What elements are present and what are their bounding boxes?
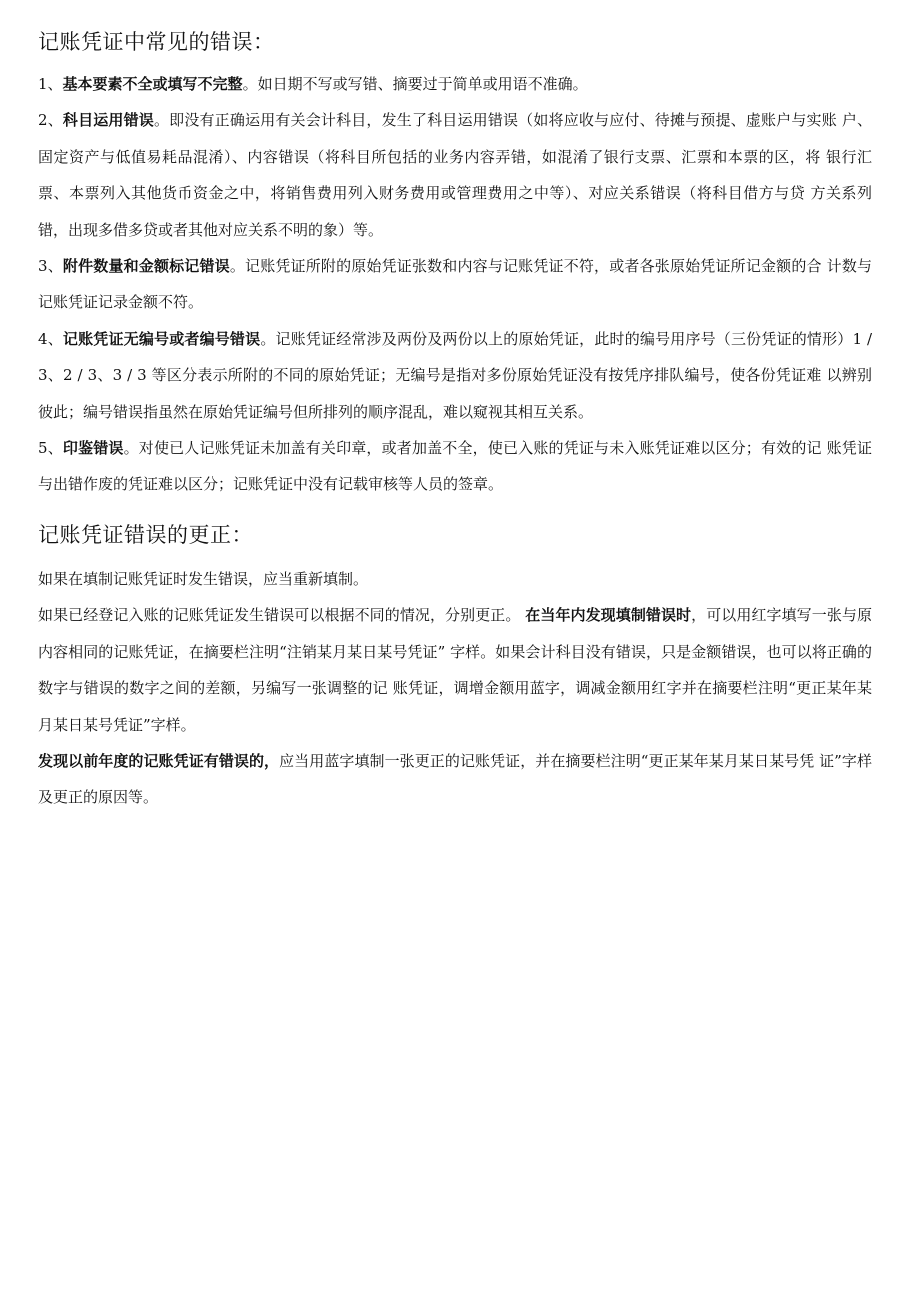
section-heading-correction: 记账凭证错误的更正：	[38, 522, 253, 547]
item-keyword: 印鉴错误	[62, 439, 124, 458]
error-item-3	[38, 248, 872, 321]
error-item-4	[38, 321, 872, 430]
item-keyword: 附件数量和金额标记错误	[62, 257, 230, 276]
item-text: 。对使已人记账凭证未加盖有关印章，或者加盖不全，使已入账的凭证与未入账凭证难以区分；有效的记 账凭证与出错作废的凭证难以区分；记账凭证中没有记载审核等人员的签章。	[38, 439, 872, 494]
correction-paragraph-1: 如果在填制记账凭证时发生错误，应当重新填制。	[38, 569, 369, 588]
item-keyword: 科目运用错误	[62, 111, 154, 130]
item-number: 5、	[38, 439, 63, 458]
item-number: 2、	[38, 111, 63, 130]
paragraph-keyword: 在当年内发现填制错误时	[525, 606, 692, 625]
correction-paragraph-3	[38, 743, 872, 816]
item-text: 。即没有正确运用有关会计科目，发生了科目运用错误（如将应收与应付、待摊与预提、虚账户与实账 户、固定资产与低值易耗品混淆）、内容错误（将科目所包括的业务内容弄错，如混淆了银行支票、汇票和本票的区，将 银行汇票、本票列入其他货币资金之中，将销售费用列入财务费用或管理费用之中等）、对应关系错误（将科目借方与贷 方关系列错，出现多借多贷或者其他对应关系不明的象）等。	[38, 111, 872, 239]
item-number: 1、	[38, 75, 63, 93]
item-number: 3、	[38, 257, 63, 276]
item-keyword: 记账凭证无编号或者编号错误	[62, 329, 261, 348]
item-number: 4、	[38, 329, 63, 348]
item-text: 。记账凭证所附的原始凭证张数和内容与记账凭证不符，或者各张原始凭证所记金额的合 计数与记账凭证记录金额不符。	[38, 257, 872, 312]
document-page	[38, 26, 872, 816]
paragraph-text: 应当用蓝字填制一张更正的记账凭证，并在摘要栏注明“更正某年某月某日某号凭 证”字样及更正的原因等。	[38, 751, 872, 807]
error-item-5	[38, 430, 872, 503]
error-item-2	[38, 102, 872, 248]
error-item-1	[38, 66, 872, 102]
paragraph-keyword: 发现以前年度的记账凭证有错误的，	[38, 751, 280, 770]
item-keyword: 基本要素不全或填写不完整	[62, 75, 243, 93]
paragraph-text: 如果已经登记入账的记账凭证发生错误可以根据不同的情况，分别更正。	[38, 606, 526, 625]
error-list	[38, 66, 872, 503]
correction-paragraph-2	[38, 597, 872, 743]
item-text: 。记账凭证经常涉及两份及两份以上的原始凭证，此时的编号用序号（三份凭证的情形）1 / 3、2 / 3、3 / 3 等区分表示所附的不同的原始凭证；无编号是指对多份原始凭证没有按凭序排队编号，使各份凭证难 以辨别彼此；编号错误指虽然在原始凭证编号但所排列的顺序混乱，难以窥视其相互关系。	[38, 329, 873, 421]
section-heading-common-errors: 记账凭证中常见的错误：	[38, 30, 275, 54]
paragraph-text: ，可以用红字填写一张与原内容相同的记账凭证，在摘要栏注明“注销某月某日某号凭证” 字样。如果会计科目没有错误，只是金额错误，也可以将正确的数字与错误的数字之间的差额，另编写一张调整的记 账凭证，调增金额用蓝字，调减金额用红字并在摘要栏注明“更正某年某月某日某号凭证”字样。	[38, 606, 872, 734]
item-text: 。如日期不写或写错、摘要过于简单或用语不准确。	[242, 75, 588, 93]
